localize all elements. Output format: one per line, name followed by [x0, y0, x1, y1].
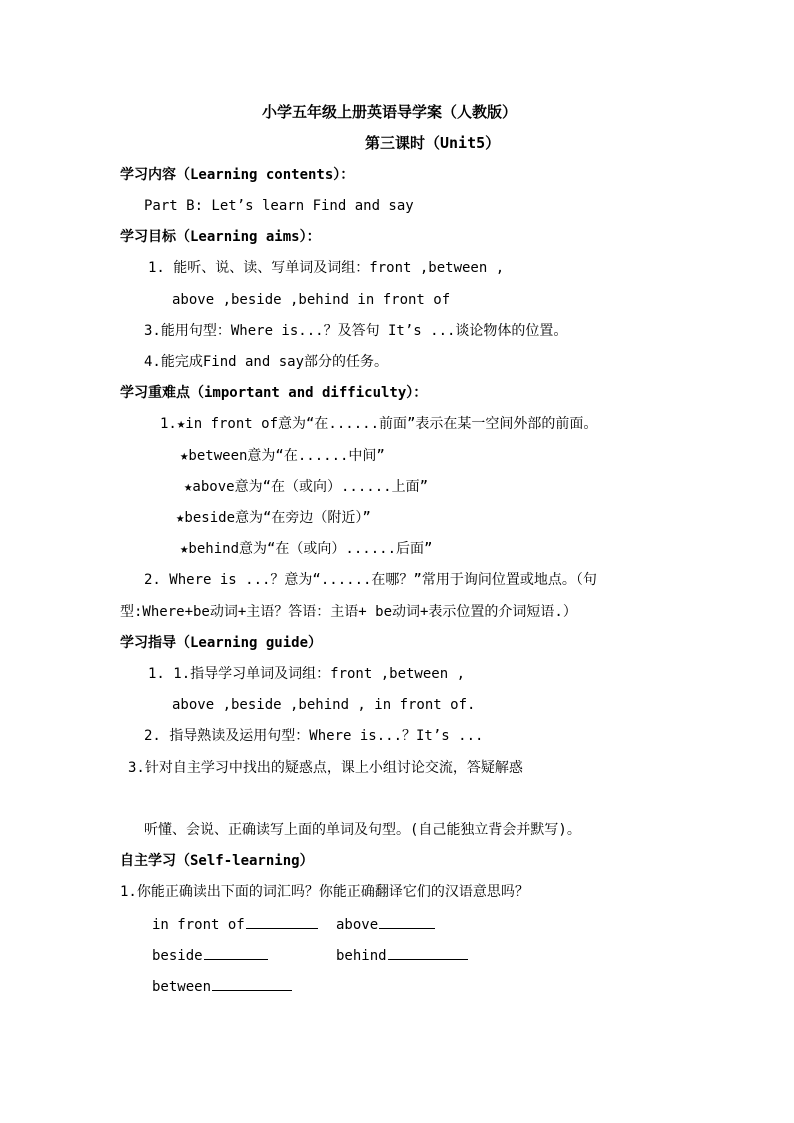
difficulty-heading: 学习重难点（important and difficulty）： [120, 385, 428, 401]
aims-item: 1. 能听、说、读、写单词及词组：front ,between , [148, 260, 505, 276]
vocab-item [152, 915, 318, 934]
difficulty-item: 1.★in front of意为“在......前面”表示在某一空间外部的前面。 [160, 416, 598, 432]
aims-item: above ,beside ,behind in front of [172, 292, 451, 308]
vocab-word: above [336, 917, 379, 933]
vocab-item [336, 946, 468, 965]
guide-item: above ,beside ,behind , in front of. [172, 697, 476, 713]
guide-heading: 学习指导（Learning guide） [120, 635, 323, 651]
vocab-word: behind [336, 948, 387, 964]
difficulty-item: ★beside意为“在旁边（附近）” [176, 510, 371, 526]
guide-item: 1. 1.指导学习单词及词组：front ,between , [148, 666, 466, 682]
vocab-word: in front of [152, 917, 245, 933]
answer-blank[interactable] [204, 946, 268, 960]
difficulty-item: 型:Where+be动词+主语？答语：主语+ be动词+表示位置的介词短语.） [120, 604, 577, 620]
aims-heading: 学习目标（Learning aims）： [120, 229, 321, 245]
guide-item: 3.针对自主学习中找出的疑惑点，课上小组讨论交流，答疑解惑 [128, 760, 523, 776]
answer-blank[interactable] [246, 915, 318, 929]
contents-heading: 学习内容（Learning contents）： [120, 167, 355, 183]
guide-item: 2. 指导熟读及运用句型：Where is...？It’s ... [144, 728, 484, 744]
self-learning-question: 1.你能正确读出下面的词汇吗？你能正确翻译它们的汉语意思吗？ [120, 884, 529, 900]
self-learning-heading: 自主学习（Self-learning） [120, 853, 314, 869]
answer-blank[interactable] [388, 946, 468, 960]
vocab-item [152, 946, 268, 965]
learning-goal: 听懂、会说、正确读写上面的单词及句型。(自己能独立背会并默写)。 [144, 822, 581, 838]
aims-item: 4.能完成Find and say部分的任务。 [144, 354, 389, 370]
vocab-item [336, 915, 435, 934]
vocab-word: beside [152, 948, 203, 964]
aims-item: 3.能用句型：Where is...？及答句 It’s ...谈论物体的位置。 [144, 323, 568, 339]
difficulty-item: ★above意为“在（或向）......上面” [184, 479, 429, 495]
difficulty-item: ★behind意为“在（或向）......后面” [180, 541, 433, 557]
vocab-item [152, 977, 292, 996]
lesson-subtitle: 第三课时（Unit5） [365, 134, 501, 152]
contents-text: Part B: Let’s learn Find and say [144, 198, 414, 214]
vocab-word: between [152, 979, 212, 995]
document-title: 小学五年级上册英语导学案（人教版） [262, 103, 518, 121]
difficulty-item: ★between意为“在......中间” [180, 448, 385, 464]
answer-blank[interactable] [379, 915, 435, 929]
difficulty-item: 2. Where is ...？意为“......在哪？”常用于询问位置或地点。（句 [144, 572, 597, 588]
answer-blank[interactable] [212, 977, 292, 991]
